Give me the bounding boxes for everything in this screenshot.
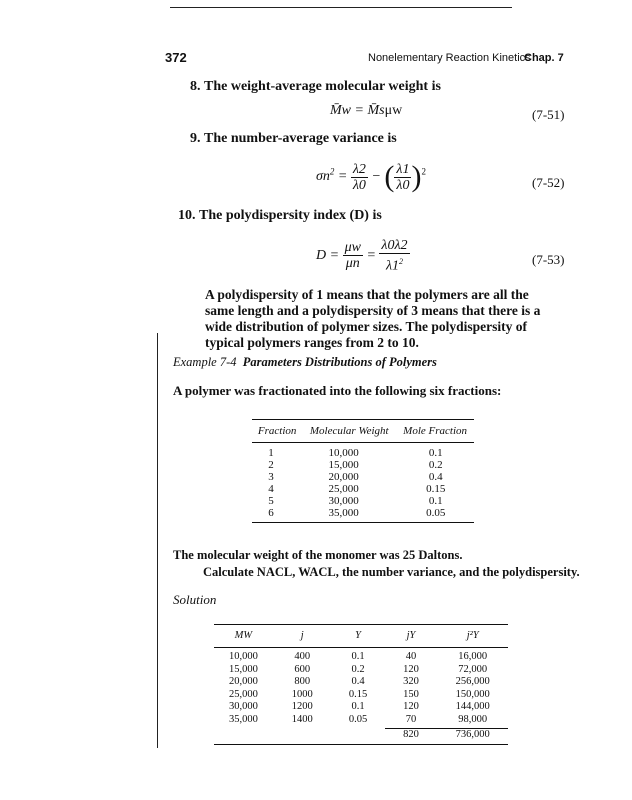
polydispersity-paragraph: A polydispersity of 1 means that the polymers are all the same length and a polydispersity of 3 means that there is a wide distribution of polymer sizes. The polydispersity of typical polymers ranges from 2 to 10. xyxy=(205,287,541,350)
table-row: 10,000 400 0.1 40 16,000 xyxy=(228,651,488,662)
table-row: 6 35,000 0.05 xyxy=(268,507,446,519)
table-header-row xyxy=(252,420,474,442)
fraction-table xyxy=(252,419,474,523)
col-fraction: Fraction xyxy=(257,425,297,437)
table-row: 20,000 800 0.4 320 256,000 xyxy=(228,676,490,687)
col-mw: MW xyxy=(234,629,253,641)
col-molecular-weight: Molecular Weight xyxy=(309,425,389,437)
table-row: 25,000 1000 0.15 150 150,000 xyxy=(228,688,490,700)
col-mole-fraction: Mole Fraction xyxy=(403,425,468,437)
eq-number-7-53: (7-53) xyxy=(532,252,565,267)
table-row: 30,000 1200 0.1 120 144,000 xyxy=(228,701,490,712)
table-row: 2 15,000 0.2 xyxy=(268,459,443,471)
table-header-row xyxy=(214,625,508,647)
example-margin-bar xyxy=(157,333,158,748)
top-rule xyxy=(170,7,512,8)
item-8: 8. The weight-average molecular weight is xyxy=(190,79,441,94)
table-row: 35,000 1400 0.05 70 98,000 xyxy=(228,713,488,725)
solution-label: Solution xyxy=(173,592,217,607)
equation-7-53: D = $\frac{\mu w}{\mu n}$ = $\frac{\lambda 0\lambda 2}{\lambda 1^2}$ xyxy=(316,238,408,274)
table-row: 3 20,000 0.4 xyxy=(268,471,443,483)
example-intro: A polymer was fractionated into the following six fractions: xyxy=(173,383,502,398)
monomer-text: The molecular weight of the monomer was 25 Daltons. xyxy=(173,548,463,562)
chapter-label: Chap. 7 xyxy=(524,52,564,64)
item-9: 9. The number-average variance is xyxy=(190,131,397,146)
table-row: 5 30,000 0.1 xyxy=(268,495,443,507)
example-heading: Example 7-4 Parameters Distributions of Polymers xyxy=(173,355,437,369)
totals-row: 820 736,000 xyxy=(403,729,490,740)
col-j2y: j²Y xyxy=(466,629,479,641)
page-number: 372 xyxy=(165,50,187,65)
chapter-title: Nonelementary Reaction Kinetics xyxy=(368,52,531,64)
col-y: Y xyxy=(355,629,361,641)
eq-number-7-52: (7-52) xyxy=(532,175,565,190)
table-row: 15,000 600 0.2 120 72,000 xyxy=(228,663,488,675)
equation-7-51: M̄w = M̄sμw xyxy=(330,103,403,118)
item-10: 10. The polydispersity index (D) is xyxy=(178,208,382,223)
table-row: 1 10,000 0.1 xyxy=(268,447,443,459)
col-j: j xyxy=(300,629,304,641)
solution-table xyxy=(214,624,508,745)
table-row: 4 25,000 0.15 xyxy=(268,483,446,495)
task-text: Calculate NACL, WACL, the number variance, and the polydispersity. xyxy=(203,565,580,579)
eq-number-7-51: (7-51) xyxy=(532,107,565,122)
equation-7-52: $\sigma n^2$ = $\frac{\lambda 2}{\lambda 0}$ − ( $\frac{\lambda 1}{\lambda 0}$ )$^2$ xyxy=(316,160,426,193)
col-jy: jY xyxy=(406,629,416,641)
